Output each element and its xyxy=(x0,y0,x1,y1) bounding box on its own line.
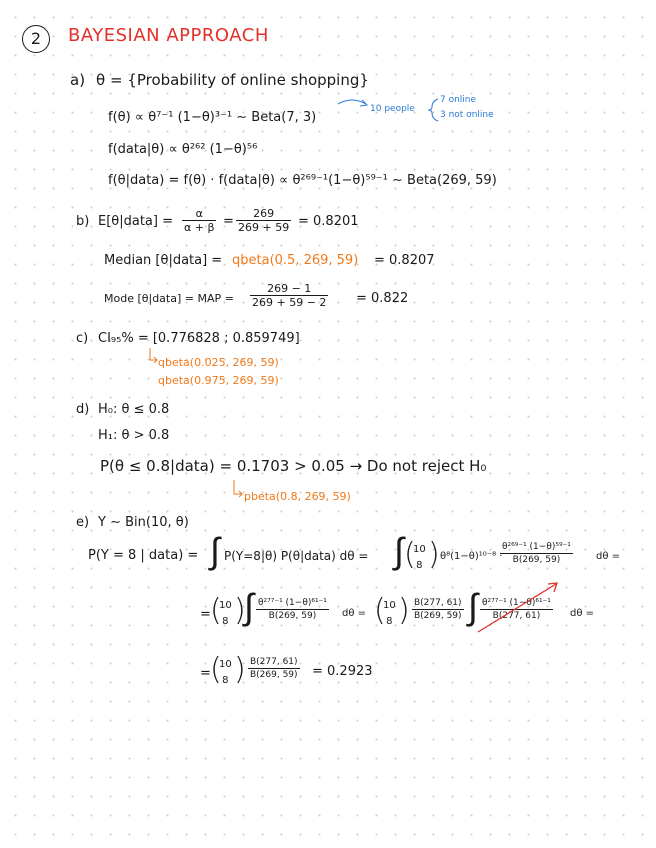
posterior-formula: f(θ|data) = f(θ) · f(data|θ) ∝ θ²⁶⁹⁻¹(1−θ)⁵⁹⁻¹ ∼ Beta(269, 59) xyxy=(108,173,497,188)
posterior-fraction-1-num: θ²⁶⁹⁻¹ (1−θ)⁵⁹⁻¹ xyxy=(502,542,571,552)
median-code: qbeta(0.5, 269, 59) xyxy=(232,253,359,268)
hypothesis-test-result: P(θ ≤ 0.8|data) = 0.1703 > 0.05 → Do not reject H₀ xyxy=(100,457,487,475)
binomial-1-bottom: 8 xyxy=(416,560,423,571)
binomial-2-bottom: 8 xyxy=(222,616,229,627)
ci-lower-code: qbeta(0.025, 269, 59) xyxy=(158,356,279,369)
blue-arrow xyxy=(338,100,366,104)
binom-close-3: ) xyxy=(398,593,410,628)
beta-ratio-1-num: B(277, 61) xyxy=(414,598,462,608)
posterior-fraction-2-num: θ²⁷⁷⁻¹ (1−θ)⁶¹⁻¹ xyxy=(258,598,327,608)
binomial-1-top: 10 xyxy=(413,544,426,555)
median-result: = 0.8207 xyxy=(374,253,435,268)
binom-open-4: ( xyxy=(210,652,222,687)
mode-result: = 0.822 xyxy=(356,291,409,306)
beta-ratio-2-den: B(269, 59) xyxy=(250,670,298,680)
mean-lhs: E[θ|data] = xyxy=(98,214,173,229)
beta-ratio-1-den: B(269, 59) xyxy=(414,611,462,621)
section-title: BAYESIAN APPROACH xyxy=(68,25,269,46)
beta-ratio-2-num: B(277, 61) xyxy=(250,657,298,667)
dtheta-1: dθ = xyxy=(596,551,621,562)
theta-definition: θ = {Probability of online shopping} xyxy=(96,71,369,89)
ci-upper-code: qbeta(0.975, 269, 59) xyxy=(158,374,279,387)
binomial-4-top: 10 xyxy=(219,659,232,670)
integral-expression: P(Y=8|θ) P(θ|data) dθ = xyxy=(224,549,369,563)
binom-close-1: ) xyxy=(428,537,440,572)
posterior-fraction-3-num: θ²⁷⁷⁻¹ (1−θ)⁶¹⁻¹ xyxy=(482,598,551,608)
mode-lhs: Mode [θ|data] = MAP = xyxy=(104,292,234,305)
integral-sign-4: ∫ xyxy=(468,587,478,628)
mean-fraction-numeric-num: 269 xyxy=(236,207,291,221)
binom-close-4: ) xyxy=(234,652,246,687)
final-result: = 0.2923 xyxy=(312,664,373,679)
section-number: 2 xyxy=(22,25,50,53)
integral-sign-2: ∫ xyxy=(394,531,404,572)
part-c-label: c) xyxy=(76,331,89,346)
mean-result: = 0.8201 xyxy=(298,214,359,229)
online-note: 7 online xyxy=(440,95,477,105)
equals-line3: = xyxy=(200,666,211,681)
mode-fraction-den: 269 + 59 − 2 xyxy=(252,296,327,309)
dtheta-2: dθ = xyxy=(342,608,367,619)
mean-fraction-numeric-den: 269 + 59 xyxy=(238,221,290,234)
binomial-2-top: 10 xyxy=(219,600,232,611)
mean-fraction-symbolic-num: α xyxy=(182,207,216,221)
part-d-label: d) xyxy=(76,402,90,417)
binomial-3-bottom: 8 xyxy=(386,616,393,627)
mode-fraction-num: 269 − 1 xyxy=(250,282,328,296)
blue-brace xyxy=(428,99,438,121)
prior-formula: f(θ) ∝ θ⁷⁻¹ (1−θ)³⁻¹ ∼ Beta(7, 3) xyxy=(108,110,317,125)
part-a-label: a) xyxy=(70,71,86,89)
red-cancel-line xyxy=(478,584,556,632)
posterior-fraction-1-den: B(269, 59) xyxy=(512,555,561,565)
likelihood-formula: f(data|θ) ∝ θ²⁶² (1−θ)⁵⁶ xyxy=(108,142,258,157)
integral-sign-3: ∫ xyxy=(244,587,254,628)
integral-sign-1: ∫ xyxy=(210,531,220,572)
orange-hook-c xyxy=(150,348,157,360)
predictive-distribution: Y ∼ Bin(10, θ) xyxy=(98,515,189,530)
part-b-label: b) xyxy=(76,214,90,229)
binomial-4-bottom: 8 xyxy=(222,675,229,686)
binom-open-2: ( xyxy=(210,593,222,628)
equals-line2: = xyxy=(200,607,211,622)
likelihood-term: θ⁸(1−θ)¹⁰⁻⁸ · xyxy=(440,551,503,562)
test-code: pbeta(0.8, 269, 59) xyxy=(244,490,351,503)
alt-hypothesis: H₁: θ > 0.8 xyxy=(98,428,170,443)
part-e-label: e) xyxy=(76,515,90,530)
binom-open-3: ( xyxy=(374,593,386,628)
equals-sign: = xyxy=(223,214,234,229)
not-online-note: 3 not online xyxy=(440,110,494,120)
dtheta-3: dθ = xyxy=(570,608,595,619)
null-hypothesis: H₀: θ ≤ 0.8 xyxy=(98,402,170,417)
posterior-fraction-3-den: B(277, 61) xyxy=(492,611,541,621)
binom-close-2: ) xyxy=(234,593,246,628)
binom-open-1: ( xyxy=(404,537,416,572)
predictive-lhs: P(Y = 8 | data) = xyxy=(88,548,199,563)
mean-fraction-symbolic-den: α + β xyxy=(184,221,215,234)
median-lhs: Median [θ|data] = xyxy=(104,253,223,268)
orange-hook-d xyxy=(234,480,242,494)
people-note: 10 people xyxy=(370,104,415,114)
posterior-fraction-2-den: B(269, 59) xyxy=(268,611,317,621)
binomial-3-top: 10 xyxy=(383,600,396,611)
credible-interval: CI₉₅% = [0.776828 ; 0.859749] xyxy=(98,331,300,346)
